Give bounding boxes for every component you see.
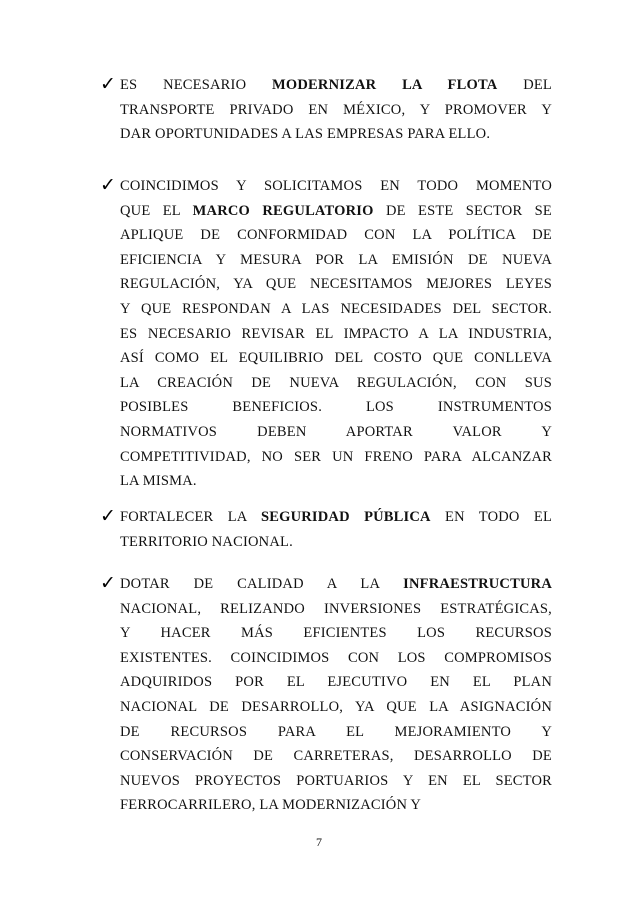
text-run: ES NECESARIO	[120, 77, 272, 93]
bold-keyword: MARCO REGULATORIO	[192, 202, 374, 219]
text-line	[120, 670, 552, 695]
text-run: ADQUIRIDOS POR EL EJECUTIVO EN EL PLAN	[120, 674, 552, 691]
text-line	[120, 297, 552, 322]
bold-keyword: INFRAESTRUCTURA	[403, 576, 552, 592]
text-line	[120, 530, 552, 555]
bullet-modernizar-flota	[100, 73, 552, 147]
bold-keyword: SEGURIDAD PÚBLICA	[260, 509, 431, 525]
text-run: NORMATIVOS DEBEN APORTAR VALOR Y	[120, 423, 552, 440]
text-run: DE RECURSOS PARA EL MEJORAMIENTO Y	[120, 723, 552, 740]
text-line	[120, 122, 552, 147]
text-line	[120, 248, 552, 273]
text-line	[120, 420, 552, 445]
text-run: APLIQUE DE CONFORMIDAD CON LA POLÍTICA DE	[120, 227, 552, 244]
text-run: REGULACIÓN, YA QUE NECESITAMOS MEJORES LEYES	[120, 276, 552, 293]
bullet-marco-regulatorio	[100, 174, 552, 494]
text-line	[120, 621, 552, 646]
bullet-infraestructura	[100, 572, 552, 818]
text-run: DE ESTE SECTOR SE	[373, 202, 552, 219]
text-run: COMPETITIVIDAD, NO SER UN FRENO PARA ALCANZAR	[120, 448, 552, 465]
text-run: EXISTENTES. COINCIDIMOS CON LOS COMPROMISOS	[120, 649, 552, 666]
text-line	[120, 371, 552, 396]
check-mark-icon: ✓	[100, 174, 116, 196]
text-line	[120, 322, 552, 347]
check-mark-icon: ✓	[100, 73, 116, 95]
page-number: 7	[316, 835, 322, 849]
bullet-seguridad-publica	[100, 505, 552, 554]
text-run: NUEVOS PROYECTOS PORTUARIOS Y EN EL SECTOR	[120, 772, 552, 789]
text-run: DAR OPORTUNIDADES A LAS EMPRESAS PARA ELLO.	[120, 126, 491, 143]
text-run: FORTALECER LA	[120, 509, 261, 525]
text-line	[120, 395, 552, 420]
check-mark-icon: ✓	[100, 505, 116, 527]
text-run: EFICIENCIA Y MESURA POR LA EMISIÓN DE NUEVA	[120, 251, 552, 268]
text-run: NACIONAL, RELIZANDO INVERSIONES ESTRATÉGICAS,	[120, 600, 552, 617]
text-line	[120, 769, 552, 794]
text-line	[120, 720, 552, 745]
bullet-text	[120, 505, 552, 554]
text-run: NACIONAL DE DESARROLLO, YA QUE LA ASIGNACIÓN	[120, 698, 552, 715]
text-run: FERROCARRILERO, LA MODERNIZACIÓN Y	[120, 797, 422, 814]
text-run: LA CREACIÓN DE NUEVA REGULACIÓN, CON SUS	[120, 374, 552, 391]
text-run: LA MISMA.	[120, 473, 197, 490]
text-run: TERRITORIO NACIONAL.	[120, 533, 293, 550]
text-run: EN TODO EL	[430, 509, 553, 525]
text-line	[120, 646, 552, 671]
text-line	[120, 174, 552, 199]
text-line	[120, 199, 552, 224]
text-run: TRANSPORTE PRIVADO EN MÉXICO, Y PROMOVER Y	[120, 101, 552, 118]
text-run: QUE EL	[120, 202, 193, 219]
text-line	[120, 695, 552, 720]
text-run: ASÍ COMO EL EQUILIBRIO DEL COSTO QUE CONLLEVA	[120, 350, 552, 367]
text-line	[120, 73, 552, 98]
check-mark-icon: ✓	[100, 572, 116, 594]
bullet-text	[120, 174, 552, 494]
text-run: DOTAR DE CALIDAD A LA	[120, 576, 404, 592]
text-run: POSIBLES BENEFICIOS. LOS INSTRUMENTOS	[120, 399, 552, 416]
text-run: COINCIDIMOS Y SOLICITAMOS EN TODO MOMENTO	[120, 178, 552, 194]
text-run: Y QUE RESPONDAN A LAS NECESIDADES DEL SECTOR.	[120, 300, 552, 317]
text-line	[120, 505, 552, 530]
text-line	[120, 744, 552, 769]
text-run: ES NECESARIO REVISAR EL IMPACTO A LA INDUSTRIA,	[120, 325, 552, 342]
text-line	[120, 469, 552, 494]
text-line	[120, 346, 552, 371]
text-line	[120, 223, 552, 248]
bullet-text	[120, 572, 552, 818]
text-line	[120, 793, 552, 818]
text-line	[120, 572, 552, 597]
text-line	[120, 597, 552, 622]
text-run: Y HACER MÁS EFICIENTES LOS RECURSOS	[120, 625, 552, 642]
text-run: DEL	[497, 77, 552, 93]
text-run: CONSERVACIÓN DE CARRETERAS, DESARROLLO DE	[120, 748, 552, 765]
bullet-text	[120, 73, 552, 147]
text-line	[120, 98, 552, 123]
text-line	[120, 272, 552, 297]
bold-keyword: MODERNIZAR LA FLOTA	[272, 77, 498, 93]
text-line	[120, 445, 552, 470]
